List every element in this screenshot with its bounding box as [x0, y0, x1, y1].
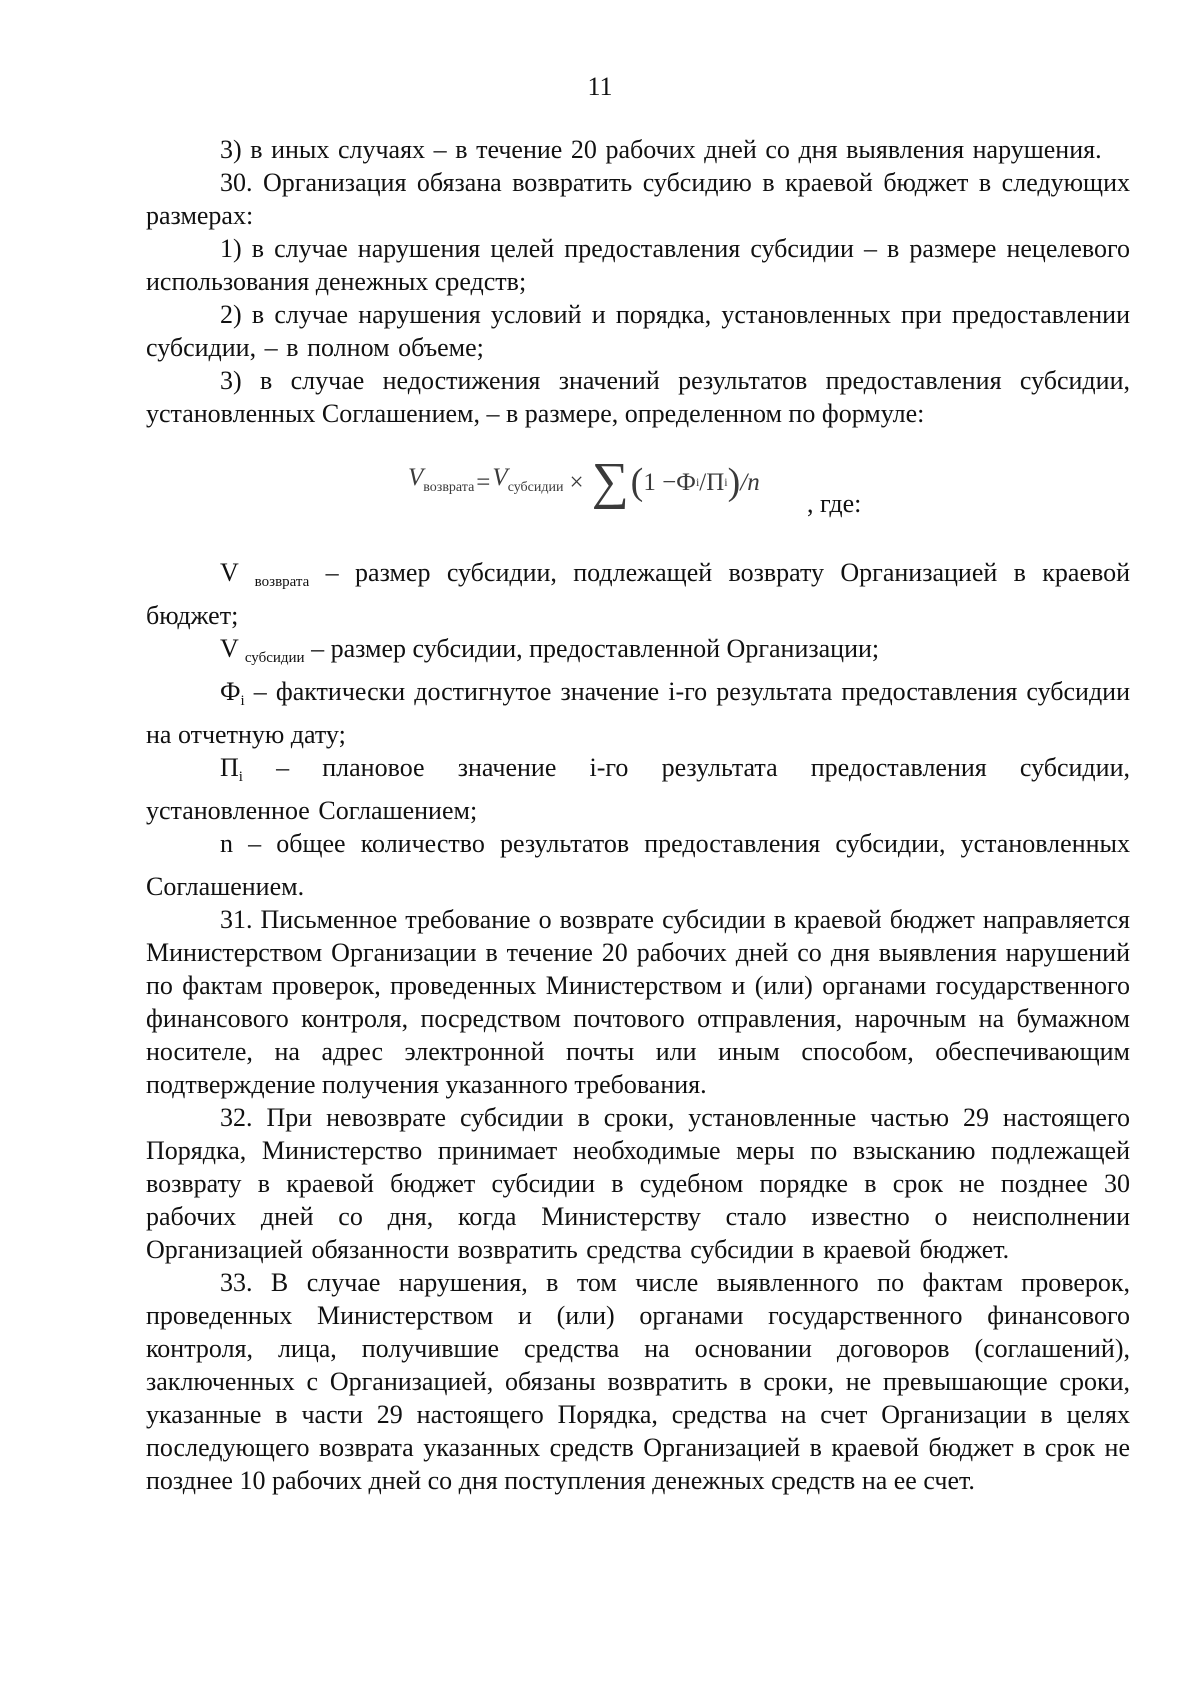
- document-body: [146, 133, 1130, 1497]
- formula-slash: /: [699, 468, 707, 496]
- formula-where-label: , где:: [807, 489, 862, 518]
- formula-pi-index: i: [724, 474, 728, 489]
- formula-times: ×: [569, 468, 584, 496]
- paragraph-30: 30. Организация обязана возвратить субсидию в краевой бюджет в следующих размерах:: [146, 168, 1130, 230]
- paragraph-29-3: 3) в иных случаях – в течение 20 рабочих дней со дня выявления нарушения.: [220, 135, 1102, 164]
- formula-one-minus: 1 −: [643, 468, 677, 496]
- return-formula: [408, 452, 760, 512]
- paragraph-33: 33. В случае нарушения, в том числе выявленного по фактам проверок, проведенных Министерством и (или) органами государственного финансового контроля, лица, получившие средства на основании договоров (соглашений), заключенных с Организацией, обязаны возвратить в сроки, не превышающие сроки, указанные в части 29 настоящего Порядка, средства на счет Организации в целях последующего возврата указанных средств Организацией в краевой бюджет в срок не позднее 10 рабочих дней со дня поступления денежных средств на ее счет.: [146, 1268, 1130, 1495]
- formula-equals: =: [476, 468, 491, 496]
- paragraph-32: 32. При невозврате субсидии в сроки, установленные частью 29 настоящего Порядка, Министерство принимает необходимые меры по взысканию подлежащей возврату в краевой бюджет субсидии в судебном порядке в срок не позднее 30 рабочих дней со дня, когда Министерству стало известно о неисполнении Организацией обязанности возвратить средства субсидии в краевой бюджет.: [146, 1103, 1130, 1264]
- sum-sign: ∑: [591, 453, 629, 510]
- paragraph-30-2: 2) в случае нарушения условий и порядка, установленных при предоставлении субсидии, – в полном объеме;: [146, 300, 1130, 362]
- formula-v-return: $V_{возврата}$: [408, 463, 475, 495]
- definition-phi: Фi – фактически достигнутое значение i-го результата предоставления субсидии на отчетную дату;: [146, 677, 1130, 749]
- paragraph-30-3: 3) в случае недостижения значений результатов предоставления субсидии, установленных Соглашением, – в размере, определенном по формуле:: [146, 366, 1130, 428]
- formula-v-subsidy: $V_{субсидии}$: [492, 463, 564, 495]
- definition-pi: Пi – плановое значение i-го результата предоставления субсидии, установленное Соглашением;: [146, 753, 1130, 825]
- paragraph-31: 31. Письменное требование о возврате субсидии в краевой бюджет направляется Министерством Организации в течение 20 рабочих дней со дня выявления нарушений по фактам проверок, проведенных Министерством и (или) органами государственного финансового контроля, посредством почтового отправления, нарочным на бумажном носителе, на адрес электронной почты или иным способом, обеспечивающим подтверждение получения указанного требования.: [146, 905, 1130, 1099]
- paragraph-30-1: 1) в случае нарушения целей предоставления субсидии – в размере нецелевого использования денежных средств;: [146, 234, 1130, 296]
- definition-v-subsidy: V субсидии – размер субсидии, предоставленной Организации;: [220, 634, 880, 666]
- formula-block: [146, 438, 1130, 548]
- formula-open-paren: (: [630, 460, 644, 503]
- formula-phi-index: i: [695, 474, 700, 489]
- formula-over-n: /n: [740, 468, 760, 496]
- definition-v-return: V возврата – размер субсидии, подлежащей возврату Организацией в краевой бюджет;: [146, 558, 1130, 630]
- definition-n: n – общее количество результатов предоставления субсидии, установленных Соглашением.: [146, 829, 1130, 901]
- formula-pi: П: [706, 468, 725, 496]
- formula-phi: Ф: [676, 468, 696, 496]
- page-number: 11: [587, 72, 613, 101]
- formula-close-paren: ): [727, 460, 741, 503]
